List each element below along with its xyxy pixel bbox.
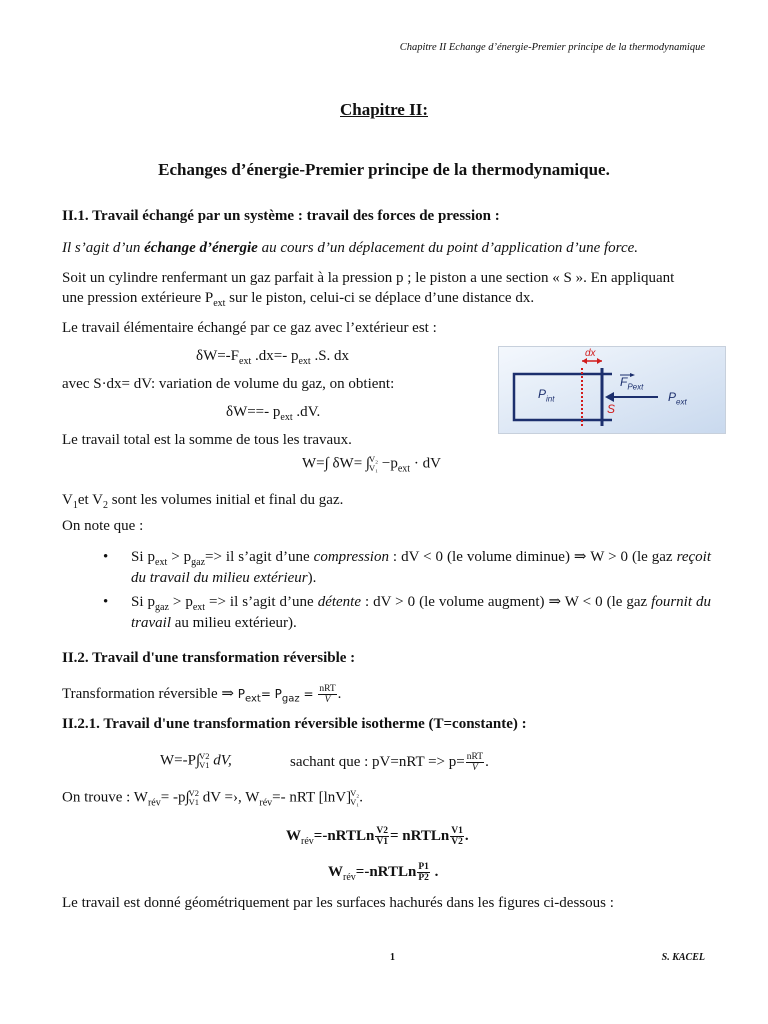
emphasis: détente (317, 594, 361, 610)
text-run: Si p (131, 594, 155, 610)
label-p-ext (668, 390, 687, 407)
text-run: . (430, 863, 439, 880)
subscript: rév (147, 797, 161, 809)
equation-w-rev-volumes (286, 826, 469, 847)
equation-total-work (302, 455, 441, 473)
math-run (237, 687, 318, 705)
text-run: ). (307, 570, 317, 586)
text-run: : dV < 0 (le volume diminue) ⇒ W > 0 (le gaz (388, 549, 677, 565)
list-item-detente (105, 592, 711, 634)
numerator: P1 (418, 862, 429, 872)
subscript: ext (244, 693, 261, 705)
numerator: nRT (466, 752, 484, 762)
subscript: 2 (102, 500, 108, 511)
text-run: =-nRTLn (355, 863, 417, 880)
page-title: Echanges d’énergie-Premier principe de la thermodynamique. (158, 160, 610, 179)
text-run: δW=-F (196, 348, 240, 364)
equation-dw-pext-dv (226, 404, 320, 421)
upper-limit: V2 (188, 788, 199, 798)
subscript: Pext (627, 382, 644, 392)
text-run: =-nRTLn (313, 827, 375, 844)
section-heading-II-1: II.1. Travail échangé par un système : travail des forces de pression : (62, 208, 500, 224)
running-header: Chapitre II Echange d’énergie-Premier principe de la thermodynamique (399, 42, 705, 53)
subscript: rév (301, 835, 314, 847)
fraction-nrt-v (318, 684, 336, 705)
text-run: W=∫ δW= ∫ (302, 455, 371, 472)
subscript: gaz (281, 693, 300, 705)
text-run: . (464, 827, 469, 844)
text-run: sachant que : pV=nRT => p= (290, 753, 465, 770)
paragraph-hatched-surfaces: Le travail est donné géométriquement par les surfaces hachurés dans les figures ci-dessous : (62, 895, 614, 911)
text-run: = P (260, 687, 282, 701)
text-run: dV =›, W (198, 789, 260, 806)
text-run: On trouve : W (62, 789, 148, 806)
subscript: 1 (72, 500, 78, 511)
text-run: P (538, 387, 547, 401)
text-run: > p (168, 594, 193, 610)
denominator: V1 (376, 837, 388, 847)
definition-part-1: Il s’agit d’un (62, 240, 145, 256)
text-run: V (62, 492, 73, 508)
equation-isotherm-work (160, 752, 232, 770)
text-run: : dV > 0 (le volume augment) ⇒ W < 0 (le gaz (361, 594, 652, 610)
text-run: au milieu extérieur). (171, 615, 297, 631)
text-run: .S. dx (310, 348, 350, 364)
label-f-pext (620, 375, 644, 392)
text-run: =- nRT [lnV] (272, 789, 352, 806)
fraction-nrt-v (466, 752, 484, 773)
text-run: · dV (410, 455, 441, 472)
text-run: W (286, 827, 301, 844)
text-run: δW==- p (226, 404, 281, 420)
equation-reversible (62, 684, 341, 705)
subscript: rév (343, 871, 356, 883)
label-s: S (607, 402, 616, 416)
paragraph-total-work: Le travail total est la somme de tous les travaux. (62, 432, 352, 448)
upper-limit: V₂ (369, 454, 379, 464)
piston-diagram (498, 346, 726, 434)
subscript: gaz (191, 557, 206, 568)
subscript: int (546, 394, 555, 404)
text-run: . (337, 686, 342, 702)
page-number: 1 (390, 952, 395, 963)
upper-limit: V2 (199, 751, 210, 761)
equation-w-rev-pressures (328, 862, 438, 883)
emphasis: fournit du travail (131, 594, 711, 631)
upper-limit: V₂ (350, 788, 360, 798)
list-item-text (131, 547, 711, 589)
text-run: > p (167, 549, 192, 565)
paragraph-volumes (62, 492, 343, 509)
fraction-v1-v2 (450, 826, 464, 847)
text-run: .dV. (292, 404, 321, 420)
denominator: V2 (451, 837, 463, 847)
fraction-v2-v1 (375, 826, 389, 847)
text-run: P (668, 390, 677, 404)
section-heading-II-2: II.2. Travail d'une transformation réversible : (62, 650, 356, 666)
fraction-p1-p2 (417, 862, 430, 883)
text-run: = -p∫ (160, 789, 190, 806)
text-run: P (237, 687, 245, 701)
text-run: −p (378, 455, 398, 472)
label-dx: dx (585, 348, 596, 359)
list-item-text (131, 592, 711, 634)
subscript: rév (259, 797, 273, 809)
subscript: ext (280, 412, 293, 423)
text-run: sur le piston, celui-ci se déplace d’une distance dx. (225, 290, 535, 306)
subscript: ext (397, 463, 411, 475)
emphasis: compression (313, 549, 389, 565)
subscript: ext (192, 602, 206, 613)
denominator: V (324, 695, 331, 706)
text-run: Transformation réversible ⇒ (62, 686, 238, 702)
chapter-label: Chapitre II: (340, 100, 428, 119)
subscript: ext (155, 557, 168, 568)
paragraph-cylinder-line1: Soit un cylindre renfermant un gaz parfait à la pression p ; le piston a une section « S ». En appliquant (62, 270, 675, 286)
equation-elementary-work (196, 348, 349, 365)
text-run: et V (77, 492, 103, 508)
subscript: ext (213, 298, 226, 309)
bullet-dot: • (103, 594, 109, 610)
lower-limit: V1 (188, 797, 199, 807)
text-run: . (485, 753, 489, 770)
lower-limit: V₁ (369, 463, 379, 473)
text-run: W (328, 863, 343, 880)
integral-limits (369, 455, 378, 473)
paragraph-elementary-work: Le travail élémentaire échangé par ce gaz avec l’extérieur est : (62, 320, 437, 336)
text-run: => il s’agit d’une (205, 549, 314, 565)
lower-limit: V1 (199, 760, 210, 770)
bullet-dot: • (103, 549, 109, 565)
definition-part-2: au cours d’un déplacement du point d’application d’une force. (257, 240, 639, 256)
list-item-compression (105, 547, 711, 589)
text-run: dV, (209, 752, 232, 769)
lower-limit: V₁ (350, 797, 360, 807)
numerator: nRT (319, 684, 336, 695)
subscript: gaz (155, 602, 169, 613)
denominator: P2 (418, 873, 429, 883)
definition-line (62, 240, 638, 257)
paragraph-volume-variation: avec S·dx= dV: variation de volume du gaz, on obtient: (62, 376, 395, 392)
author: S. KACEL (661, 952, 705, 963)
integral-limits (189, 789, 199, 807)
definition-emphasis: échange d’énergie (144, 240, 258, 256)
paragraph-on-note: On note que : (62, 518, 144, 534)
text-run: F (620, 375, 628, 389)
text-run: .dx=- p (251, 348, 299, 364)
equation-ideal-gas (290, 752, 489, 773)
emphasis: reçoit du travail du milieu extérieur (131, 549, 712, 586)
section-heading-II-2-1: II.2.1. Travail d'une transformation réversible isotherme (T=constante) : (62, 716, 527, 732)
subscript: ext (239, 356, 252, 367)
numerator: V1 (451, 826, 463, 836)
label-p-int (538, 387, 555, 404)
text-run: W=-P∫ (160, 752, 201, 769)
subscript: ext (298, 356, 311, 367)
paragraph-cylinder-line2 (62, 290, 534, 307)
bracket-limits (350, 789, 359, 807)
integral-limits (199, 752, 209, 770)
text-run: Si p (131, 549, 155, 565)
denominator: V (471, 763, 478, 773)
equation-on-trouve (62, 789, 363, 807)
piston-diagram-svg (498, 346, 726, 434)
text-run: = (299, 687, 318, 701)
subscript: ext (676, 397, 687, 407)
text-run: => il s’agit d’une (205, 594, 318, 610)
text-run: = nRTLn (389, 827, 450, 844)
text-run: une pression extérieure P (62, 290, 214, 306)
numerator: V2 (376, 826, 388, 836)
text-run: sont les volumes initial et final du gaz. (107, 492, 344, 508)
text-run: . (359, 789, 363, 806)
